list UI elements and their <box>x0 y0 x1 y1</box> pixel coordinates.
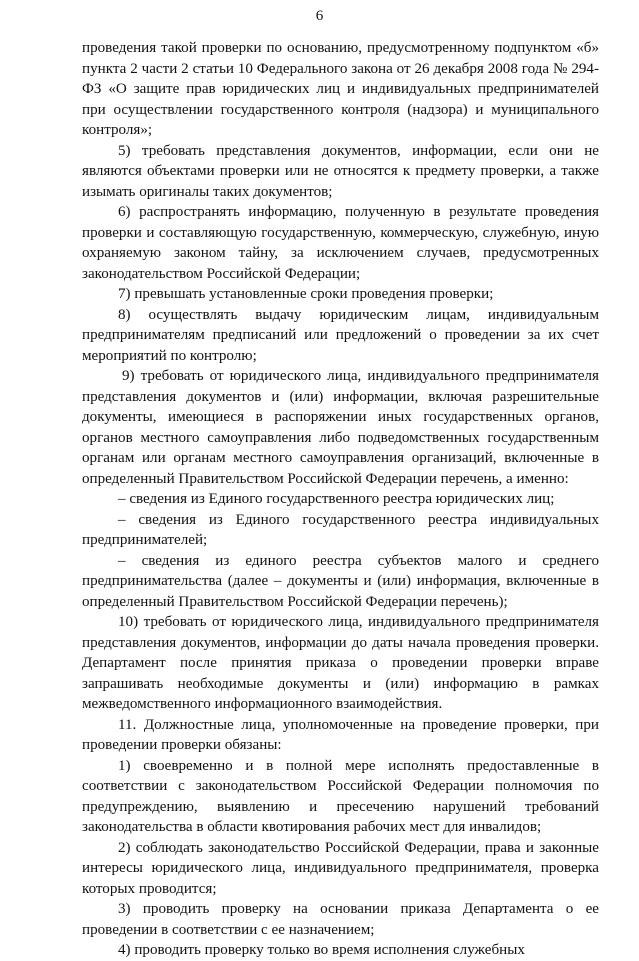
document-body <box>82 38 599 961</box>
list-item-dash: – сведения из Единого государственного реестра индивидуальных предпринимателей; <box>82 511 599 548</box>
list-item-dash: – сведения из Единого государственного реестра юридических лиц; <box>118 491 555 507</box>
page-number: 6 <box>315 8 324 24</box>
paragraph-section-11: 11. Должностные лица, уполномоченные на проведение проверки, при проведении проверки обязаны: <box>82 716 599 753</box>
paragraph-item-7: 7) превышать установленные сроки проведения проверки; <box>118 286 494 302</box>
paragraph-item-6: 6) распространять информацию, полученную в результате проведения проверки и составляющую государственную, коммерческую, служебную, иную охраняемую законом тайну, за исключением случаев, предусмотренных законодательством Российской Федерации; <box>82 204 599 282</box>
paragraph-continuation: проведения такой проверки по основанию, предусмотренному подпунктом «б» пункта 2 части 2 статьи 10 Федерального закона от 26 декабря 2008 года № 294-ФЗ «О защите прав юридических лиц и индивидуальных предпринимателей при осуществлении государственного контроля (надзора) и муниципального контроля»; <box>82 40 599 138</box>
paragraph-duty-4: 4) проводить проверку только во время исполнения служебных <box>118 942 525 958</box>
paragraph-duty-1: 1) своевременно и в полной мере исполнять предоставленные в соответствии с законодательством Российской Федерации полномочия по предупреждению, выявлению и пресечению нарушений требований законодательства в области квотирования рабочих мест для инвалидов; <box>82 757 599 835</box>
paragraph-item-10: 10) требовать от юридического лица, индивидуального предпринимателя представления документов, информации до даты начала проведения проверки. Департамент после принятия приказа о проведении проверки вправе запрашивать необходимые документы и (или) информацию в рамках межведомственного информационного взаимодействия. <box>82 614 599 712</box>
paragraph-duty-3: 3) проводить проверку на основании приказа Департамента о ее проведении в соответствии с ее назначением; <box>82 901 599 938</box>
list-item-dash: – сведения из единого реестра субъектов малого и среднего предпринимательства (далее – документы и (или) информация, включенные в определенный Правительством Российской Федерации перечень); <box>82 552 599 610</box>
paragraph-item-8: 8) осуществлять выдачу юридическим лицам, индивидуальным предпринимателям предписаний или предложений о проведении за их счет мероприятий по контролю; <box>82 306 599 364</box>
paragraph-duty-2: 2) соблюдать законодательство Российской Федерации, права и законные интересы юридического лица, индивидуального предпринимателя, проверка которых проводится; <box>82 839 599 897</box>
paragraph-item-5: 5) требовать представления документов, информации, если они не являются объектами проверки или не относятся к предмету проверки, а также изымать оригиналы таких документов; <box>82 142 599 200</box>
paragraph-item-9: 9) требовать от юридического лица, индивидуального предпринимателя представления документов и (или) информации, включая разрешительные документы, имеющиеся в распоряжении иных государственных органов, органов местного самоуправления либо подведомственных государственным органам или органам местного самоуправления организаций, включенные в определенный Правительством Российской Федерации перечень, а именно: <box>82 368 599 487</box>
